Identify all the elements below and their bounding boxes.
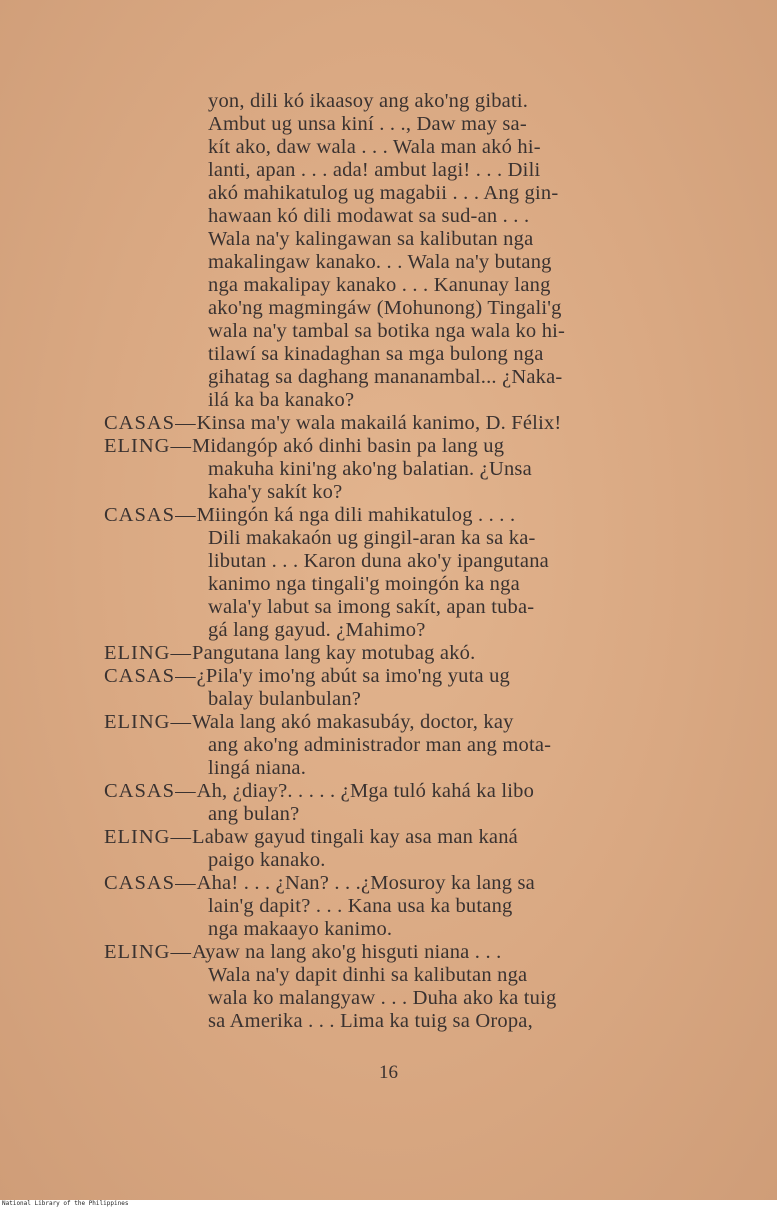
line-text: makuha kini'ng ako'ng balatian. ¿Unsa bbox=[208, 458, 532, 480]
text-line bbox=[104, 274, 660, 297]
line-text: paigo kanako. bbox=[208, 849, 326, 871]
speaker-name: CASAS— bbox=[104, 780, 197, 802]
text-line bbox=[104, 458, 660, 481]
speaker-name: ELING— bbox=[104, 711, 192, 733]
line-text: yon, dili kó ikaasoy ang ako'ng gibati. bbox=[208, 90, 529, 112]
line-text: Dili makakaón ug gingil-aran ka sa ka- bbox=[208, 527, 536, 549]
text-line bbox=[104, 136, 660, 159]
line-text: lingá niana. bbox=[208, 757, 307, 779]
line-text: Ambut ug unsa kiní . . ., Daw may sa- bbox=[208, 113, 527, 135]
speaker-name: CASAS— bbox=[104, 665, 197, 687]
text-line bbox=[104, 596, 660, 619]
footer-bar bbox=[0, 1200, 777, 1208]
text-line bbox=[104, 481, 660, 504]
text-line bbox=[104, 389, 660, 412]
line-text: ako'ng magmingáw (Mohunong) Tingali'g bbox=[208, 297, 562, 319]
text-line bbox=[104, 573, 660, 596]
line-text: makalingaw kanako. . . Wala na'y butang bbox=[208, 251, 552, 273]
text-line bbox=[104, 619, 660, 642]
line-text: lanti, apan . . . ada! ambut lagi! . . . Dili bbox=[208, 159, 541, 181]
text-line bbox=[104, 343, 660, 366]
text-line bbox=[104, 757, 660, 780]
speaker-name: ELING— bbox=[104, 826, 192, 848]
line-text: kít ako, daw wala . . . Wala man akó hi- bbox=[208, 136, 541, 158]
text-line bbox=[104, 297, 660, 320]
text-line bbox=[104, 642, 660, 665]
text-line bbox=[104, 665, 660, 688]
text-line bbox=[104, 228, 660, 251]
line-text: wala'y labut sa imong sakít, apan tuba- bbox=[208, 596, 535, 618]
line-text: akó mahikatulog ug magabii . . . Ang gin- bbox=[208, 182, 559, 204]
text-line bbox=[104, 964, 660, 987]
line-text: Labaw gayud tingali kay asa man kaná bbox=[191, 826, 518, 848]
line-text: balay bulanbulan? bbox=[208, 688, 362, 710]
text-line bbox=[104, 159, 660, 182]
text-line bbox=[104, 849, 660, 872]
line-text: Ayaw na lang ako'g hisguti niana . . . bbox=[191, 941, 502, 963]
text-line bbox=[104, 412, 660, 435]
line-text: Aha! . . . ¿Nan? . . .¿Mosuroy ka lang sa bbox=[196, 872, 535, 894]
text-line bbox=[104, 90, 660, 113]
text-line bbox=[104, 320, 660, 343]
text-line bbox=[104, 435, 660, 458]
line-text: gihatag sa daghang mananambal... ¿Naka- bbox=[208, 366, 563, 388]
line-text: ang bulan? bbox=[208, 803, 300, 825]
speaker-name: CASAS— bbox=[104, 872, 197, 894]
line-text: wala ko malangyaw . . . Duha ako ka tuig bbox=[208, 987, 557, 1009]
line-text: gá lang gayud. ¿Mahimo? bbox=[208, 619, 426, 641]
text-line bbox=[104, 895, 660, 918]
line-text: nga makalipay kanako . . . Kanunay lang bbox=[208, 274, 551, 296]
text-line bbox=[104, 182, 660, 205]
speaker-name: ELING— bbox=[104, 941, 192, 963]
speaker-name: CASAS— bbox=[104, 504, 197, 526]
text-line bbox=[104, 872, 660, 895]
line-text: Kinsa ma'y wala makailá kanimo, D. Félix! bbox=[196, 412, 562, 434]
line-text: Midangóp akó dinhi basin pa lang ug bbox=[191, 435, 505, 457]
line-text: lain'g dapit? . . . Kana usa ka butang bbox=[208, 895, 513, 917]
text-line bbox=[104, 941, 660, 964]
text-line bbox=[104, 711, 660, 734]
text-line bbox=[104, 1010, 660, 1033]
text-line bbox=[104, 113, 660, 136]
line-text: hawaan kó dili modawat sa sud-an . . . bbox=[208, 205, 530, 227]
speaker-name: ELING— bbox=[104, 435, 192, 457]
text-line bbox=[104, 803, 660, 826]
text-line bbox=[104, 987, 660, 1010]
line-text: Wala lang akó makasubáy, doctor, kay bbox=[191, 711, 514, 733]
line-text: Miingón ká nga dili mahikatulog . . . . bbox=[196, 504, 516, 526]
line-text: kaha'y sakít ko? bbox=[208, 481, 343, 503]
line-text: sa Amerika . . . Lima ka tuig sa Oropa, bbox=[208, 1010, 533, 1032]
text-line bbox=[104, 780, 660, 803]
footer-credit: National Library of the Philippines bbox=[2, 1200, 129, 1207]
text-line bbox=[104, 504, 660, 527]
line-text: Pangutana lang kay motubag akó. bbox=[191, 642, 476, 664]
line-text: ¿Pila'y imo'ng abút sa imo'ng yuta ug bbox=[196, 665, 511, 687]
text-line bbox=[104, 251, 660, 274]
text-line bbox=[104, 734, 660, 757]
line-text: ang ako'ng administrador man ang mota- bbox=[208, 734, 552, 756]
line-text: ilá ka ba kanako? bbox=[208, 389, 355, 411]
line-text: tilawí sa kinadaghan sa mga bulong nga bbox=[208, 343, 544, 365]
text-line bbox=[104, 366, 660, 389]
line-text: Ah, ¿diay?. . . . . ¿Mga tuló kahá ka libo bbox=[196, 780, 535, 802]
text-line bbox=[104, 550, 660, 573]
line-text: Wala na'y kalingawan sa kalibutan nga bbox=[208, 228, 534, 250]
speaker-name: CASAS— bbox=[104, 412, 197, 434]
text-line bbox=[104, 826, 660, 849]
text-line bbox=[104, 205, 660, 228]
line-text: libutan . . . Karon duna ako'y ipangutana bbox=[208, 550, 549, 572]
line-text: nga makaayo kanimo. bbox=[208, 918, 393, 940]
text-line bbox=[104, 918, 660, 941]
line-text: kanimo nga tingali'g moingón ka nga bbox=[208, 573, 520, 595]
line-text: wala na'y tambal sa botika nga wala ko hi- bbox=[208, 320, 566, 342]
speaker-name: ELING— bbox=[104, 642, 192, 664]
dialogue-text-block bbox=[104, 90, 660, 1033]
page-number: 16 bbox=[379, 1062, 398, 1083]
text-line bbox=[104, 688, 660, 711]
text-line bbox=[104, 527, 660, 550]
line-text: Wala na'y dapit dinhi sa kalibutan nga bbox=[208, 964, 528, 986]
